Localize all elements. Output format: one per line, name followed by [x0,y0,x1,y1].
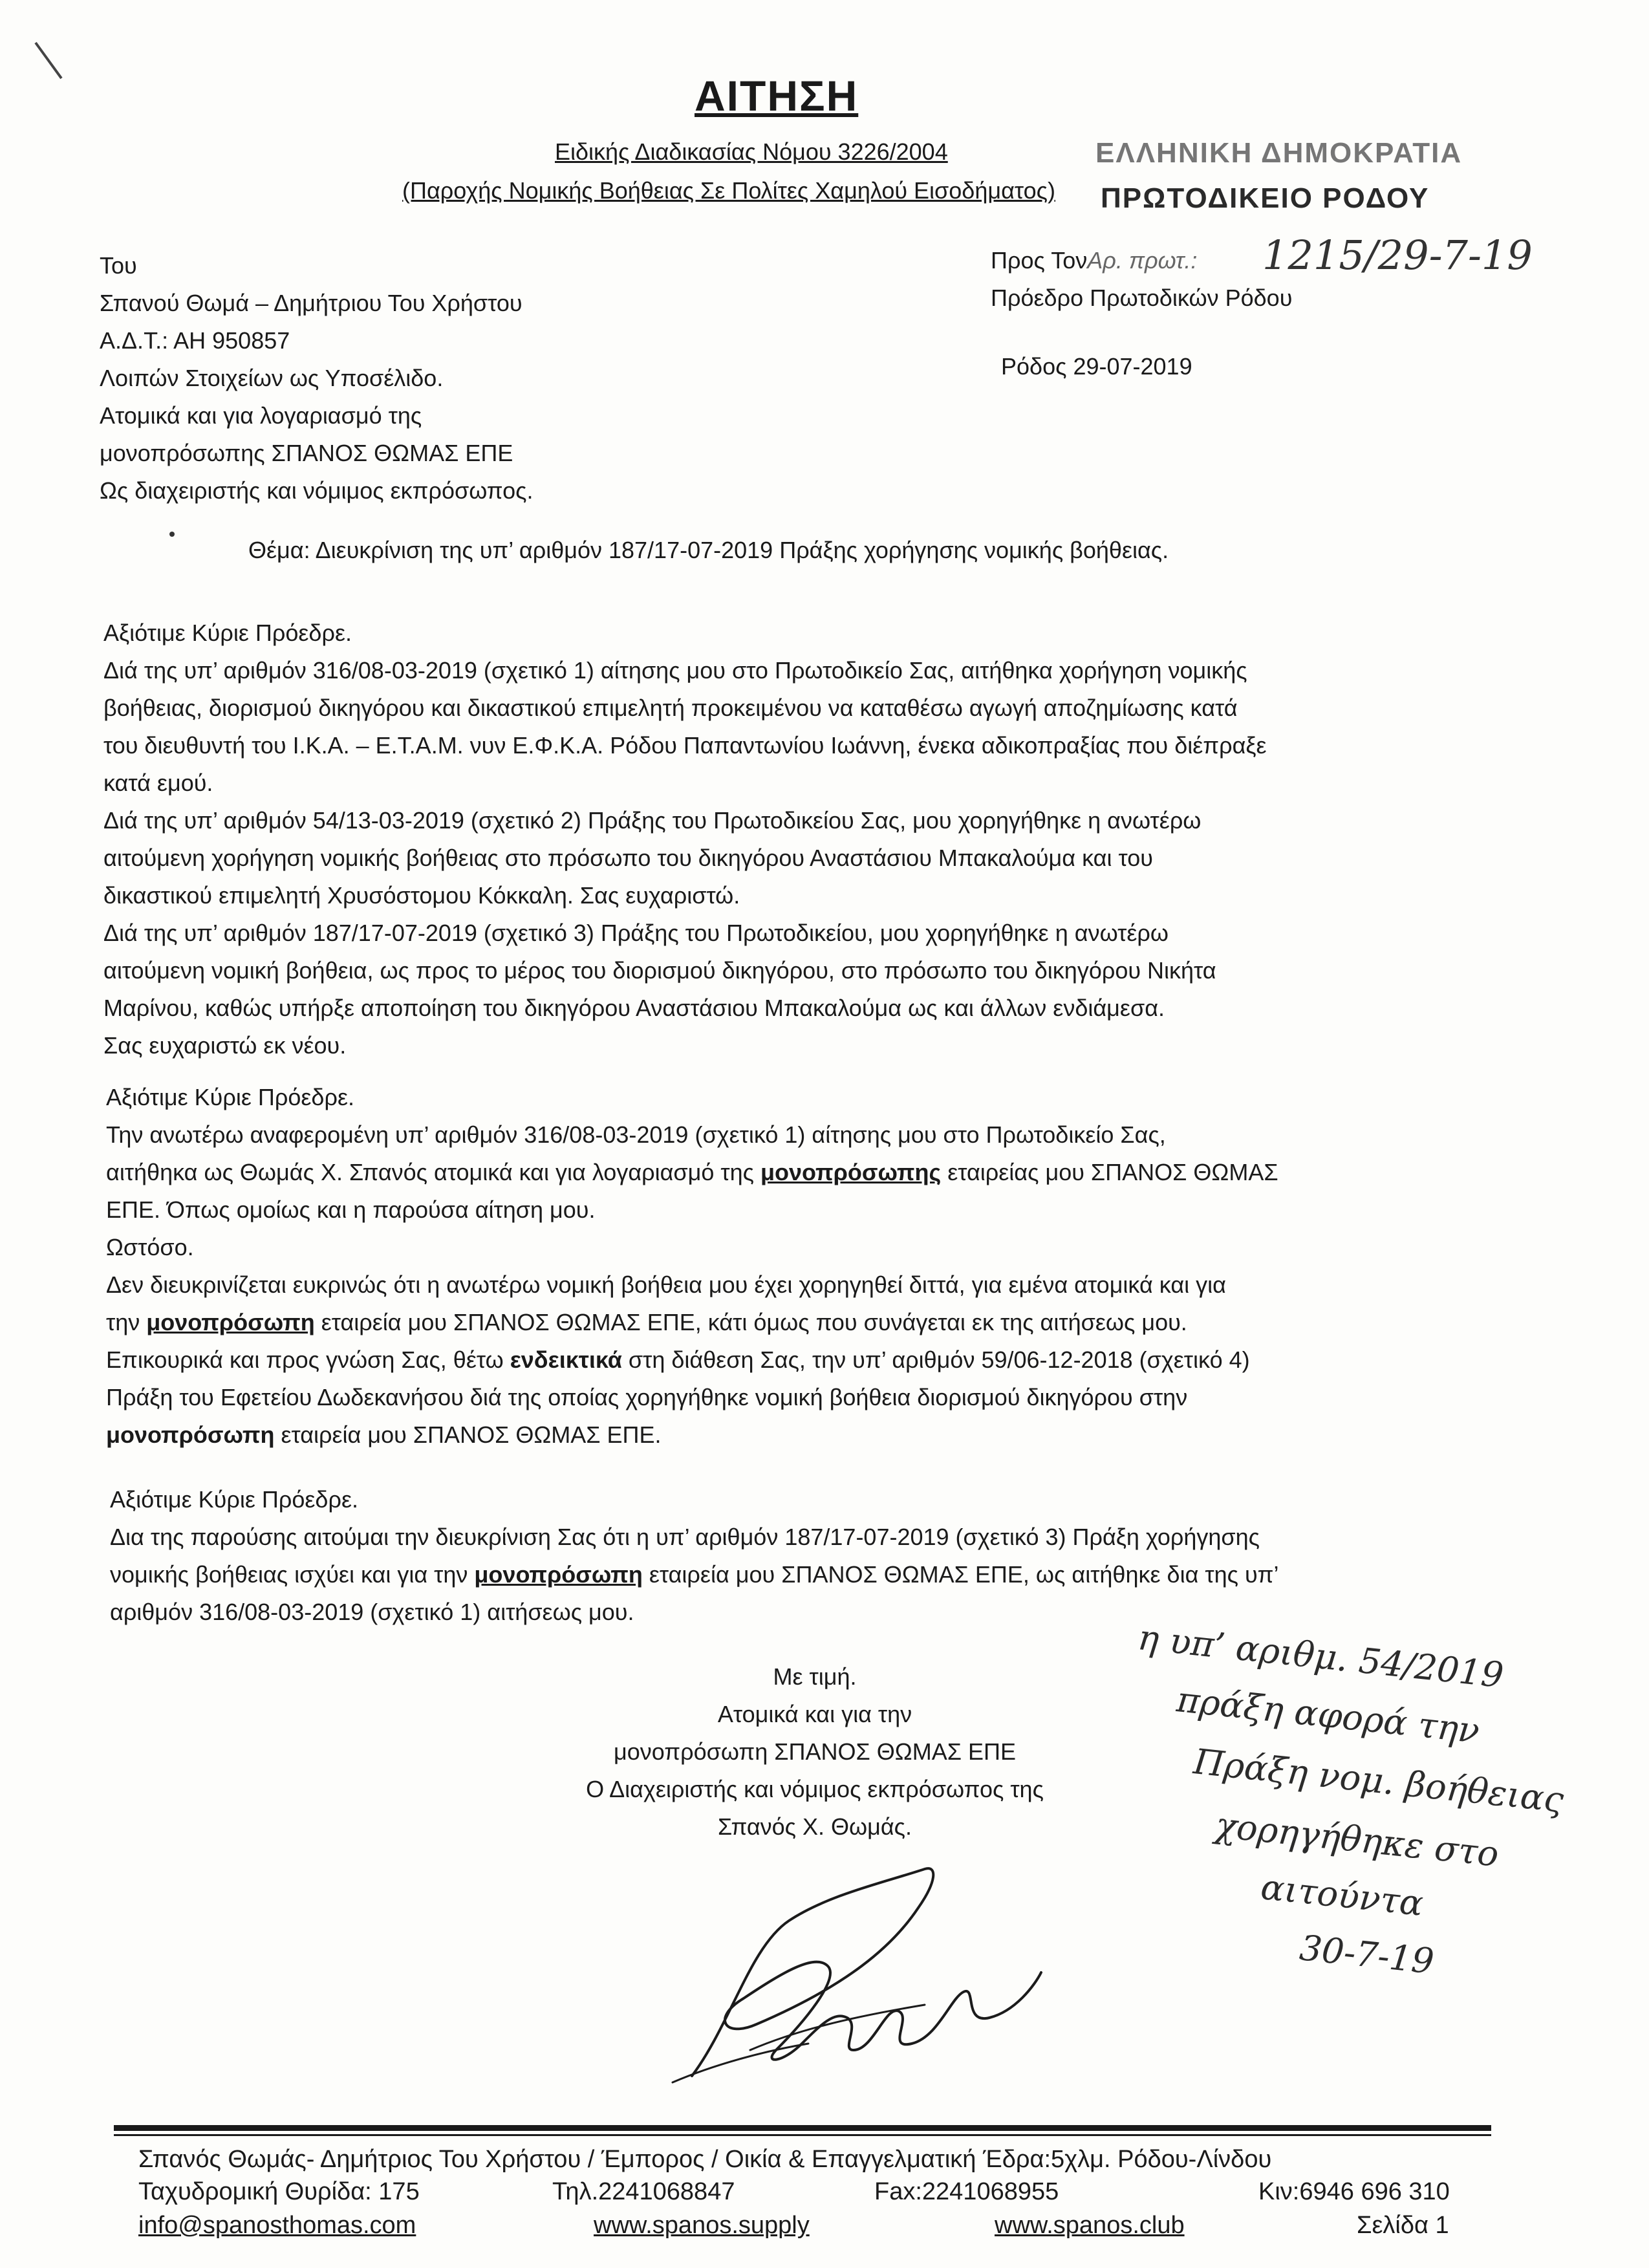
paragraph-line: αιτήθηκα ως Θωμάς Χ. Σπανός ατομικά και για λογαριασμό της μονοπρόσωπης εταιρείας μου ΣΠΑΝΟΣ ΘΩΜΑΣ [106,1159,1278,1185]
paragraph-line: ΕΠΕ. Όπως ομοίως και η παρούσα αίτηση μου. [106,1196,596,1223]
paragraph-line: μονοπρόσωπη εταιρεία μου ΣΠΑΝΟΣ ΘΩΜΑΣ ΕΠΕ. [106,1421,662,1448]
handwritten-note-line: η υπ’ αριθμ. 54/2019 [1136,1617,1506,1696]
paragraph-line: Δια της παρούσης αιτούμαι την διευκρίνιση Σας ότι η υπ’ αριθμόν 187/17-07-2019 (σχετικό 3) Πράξη χορήγησης [110,1524,1260,1550]
registration-number-handwritten: 1215/29-7-19 [1262,232,1533,279]
signature [653,1856,1054,2089]
paragraph-line: αριθμόν 316/08-03-2019 (σχετικό 1) αιτήσεως μου. [110,1599,634,1625]
footer-email-link[interactable]: info@spanosthomas.com [138,2212,416,2239]
handwritten-note-line: Πράξη νομ. βοήθειας [1191,1741,1566,1820]
closing-line: Ατομικά και για την [717,1701,912,1727]
paragraph-line: Διά της υπ’ αριθμόν 54/13-03-2019 (σχετικό 2) Πράξης του Πρωτοδικείου Σας, μου χορηγήθηκε η ανωτέρω [103,807,1202,834]
paragraph-line: αιτούμενη χορήγηση νομικής βοήθειας στο πρόσωπο του δικηγόρου Αναστάσιου Μπακαλούμα και του [103,845,1153,871]
footer-website-link[interactable]: www.spanos.club [995,2212,1185,2239]
section-2 [106,1079,1278,1454]
document-date: Ρόδος 29-07-2019 [1001,353,1192,380]
section-3 [110,1481,1279,1631]
paragraph-line: κατά εμού. [103,770,213,796]
footer-page-number: Σελίδα 1 [1357,2212,1449,2239]
footer-address: Σπανός Θωμάς- Δημήτριος Του Χρήστου / Έμπορος / Οικία & Επαγγελματική Έδρα:5χλμ. Ρόδου-Λίνδου [138,2146,1272,2173]
recipient-line-2: Πρόεδρο Πρωτοδικών Ρόδου [991,285,1293,311]
sender-line: Ατομικά και για λογαριασμό της [100,402,422,429]
ink-dot [169,532,175,537]
recipient-block [991,242,1292,317]
handwritten-note-line: χορηγήθηκε στο [1213,1804,1501,1875]
footer-rule [114,2125,1491,2131]
subtitle-line-1: Ειδικής Διαδικασίας Νόμου 3226/2004 [555,138,948,165]
recipient-line-1 [991,242,1292,279]
closing-line: Ο Διαχειριστής και νόμιμος εκπρόσωπος της [586,1776,1044,1802]
emphasis-text: ενδεικτικά [510,1346,622,1373]
paragraph-line: αιτούμενη νομική βοήθεια, ως προς το μέρος του διορισμού δικηγόρου, στο πρόσωπο του δικηγόρου Νικήτα [103,957,1216,984]
salutation: Αξιότιμε Κύριε Πρόεδρε. [106,1084,354,1110]
emphasis-text: μονοπρόσωπη [474,1561,643,1588]
footer-fax: Fax:2241068955 [874,2178,1059,2205]
section-1 [103,614,1267,1064]
handwritten-note-line: 30-7-19 [1297,1927,1436,1982]
emphasis-text: μονοπρόσωπη [146,1309,315,1335]
footer-po-box: Ταχυδρομική Θυρίδα: 175 [138,2178,420,2205]
paragraph-line: Διά της υπ’ αριθμόν 316/08-03-2019 (σχετικό 1) αίτησης μου στο Πρωτοδικείο Σας, αιτήθηκα χορήγηση νομικής [103,657,1247,684]
paragraph-line: Μαρίνου, καθώς υπήρξε αποποίηση του δικηγόρου Αναστάσιου Μπακαλούμα ως και άλλων ενδιάμεσα. [103,995,1165,1021]
closing-block [556,1658,1073,1846]
paragraph-line: βοήθειας, διορισμού δικηγόρου και δικαστικού επιμελητή προκειμένου να καταθέσω αγωγή αποζημίωσης κατά [103,695,1238,721]
sender-line: Σπανού Θωμά – Δημήτριου Του Χρήστου [100,290,523,316]
paragraph-line: Επικουρικά και προς γνώση Σας, θέτω ενδεικτικά στη διάθεση Σας, την υπ’ αριθμόν 59/06-12-2018 (σχετικό 4) [106,1346,1250,1373]
paragraph-line: δικαστικού επιμελητή Χρυσόστομου Κόκκαλη. Σας ευχαριστώ. [103,882,740,909]
closing-line: μονοπρόσωπη ΣΠΑΝΟΣ ΘΩΜΑΣ ΕΠΕ [613,1738,1016,1765]
emphasis-text: μονοπρόσωπη [106,1421,275,1448]
sender-line: μονοπρόσωπης ΣΠΑΝΟΣ ΘΩΜΑΣ ΕΠΕ [100,440,513,466]
sender-line: Α.Δ.Τ.: ΑΗ 950857 [100,327,290,354]
closing-line: Με τιμή. [773,1663,857,1690]
court-stamp-line-1: ΕΛΛΗΝΙΚΗ ΔΗΜΟΚΡΑΤΙΑ [1095,137,1463,169]
sender-line: Λοιπών Στοιχείων ως Υποσέλιδο. [100,365,444,391]
subtitle-line-2: (Παροχής Νομικής Βοήθειας Σε Πολίτες Χαμηλού Εισοδήματος) [402,177,1055,204]
paragraph-line: του διευθυντή του Ι.Κ.Α. – Ε.Τ.Α.Μ. νυν Ε.Φ.Κ.Α. Ρόδου Παπαντωνίου Ιωάννη, ένεκα αδικοπραξίας που διέπραξε [103,732,1267,759]
paragraph-line: την μονοπρόσωπη εταιρεία μου ΣΠΑΝΟΣ ΘΩΜΑΣ ΕΠΕ, κάτι όμως που συνάγεται εκ της αιτήσεως μου. [106,1309,1187,1335]
document-title: ΑΙΤΗΣΗ [695,72,859,120]
paragraph-line: Σας ευχαριστώ εκ νέου. [103,1032,347,1059]
closing-line: Σπανός Χ. Θωμάς. [717,1813,912,1840]
handwritten-note-line: αιτούντα [1258,1866,1425,1925]
paragraph-line: Την ανωτέρω αναφερομένη υπ’ αριθμόν 316/08-03-2019 (σχετικό 1) αίτησης μου στο Πρωτοδικείο Σας, [106,1121,1166,1148]
recipient-prefix: Προς Τον [991,247,1088,274]
emphasis-text: μονοπρόσωπης [760,1159,942,1185]
scan-mark [34,42,62,79]
footer-website-link[interactable]: www.spanos.supply [594,2212,810,2239]
paragraph-line: Διά της υπ’ αριθμόν 187/17-07-2019 (σχετικό 3) Πράξης του Πρωτοδικείου, μου χορηγήθηκε η ανωτέρω [103,920,1169,946]
paragraph-line: Ωστόσο. [106,1234,194,1260]
paragraph-line: Δεν διευκρινίζεται ευκρινώς ότι η ανωτέρω νομική βοήθεια μου έχει χορηγηθεί διττά, για εμένα ατομικά και για [106,1271,1226,1298]
handwritten-note-line: πράξη αφορά την [1174,1679,1482,1751]
sender-line: Ως διαχειριστής και νόμιμος εκπρόσωπος. [100,477,534,504]
paragraph-line: Πράξη του Εφετείου Δωδεκανήσου διά της οποίας χορηγήθηκε νομική βοήθεια διορισμού δικηγόρου στην [106,1384,1188,1410]
footer-mobile: Κιν:6946 696 310 [1258,2178,1450,2205]
footer-phone: Τηλ.2241068847 [552,2178,735,2205]
paragraph-line: νομικής βοήθειας ισχύει και για την μονοπρόσωπη εταιρεία μου ΣΠΑΝΟΣ ΘΩΜΑΣ ΕΠΕ, ως αιτήθηκε δια της υπ’ [110,1561,1279,1588]
salutation: Αξιότιμε Κύριε Πρόεδρε. [103,620,352,646]
court-stamp-line-2: ΠΡΩΤΟΔΙΚΕΙΟ ΡΟΔΟΥ [1101,182,1430,214]
sender-line: Του [100,252,137,279]
salutation: Αξιότιμε Κύριε Πρόεδρε. [110,1486,358,1513]
subject-line: Θέμα: Διευκρίνιση της υπ’ αριθμόν 187/17-07-2019 Πράξης χορήγησης νομικής βοήθειας. [248,537,1169,563]
footer-rule [114,2134,1491,2136]
registration-label: Αρ. πρωτ.: [1087,247,1198,274]
sender-block [100,247,534,510]
